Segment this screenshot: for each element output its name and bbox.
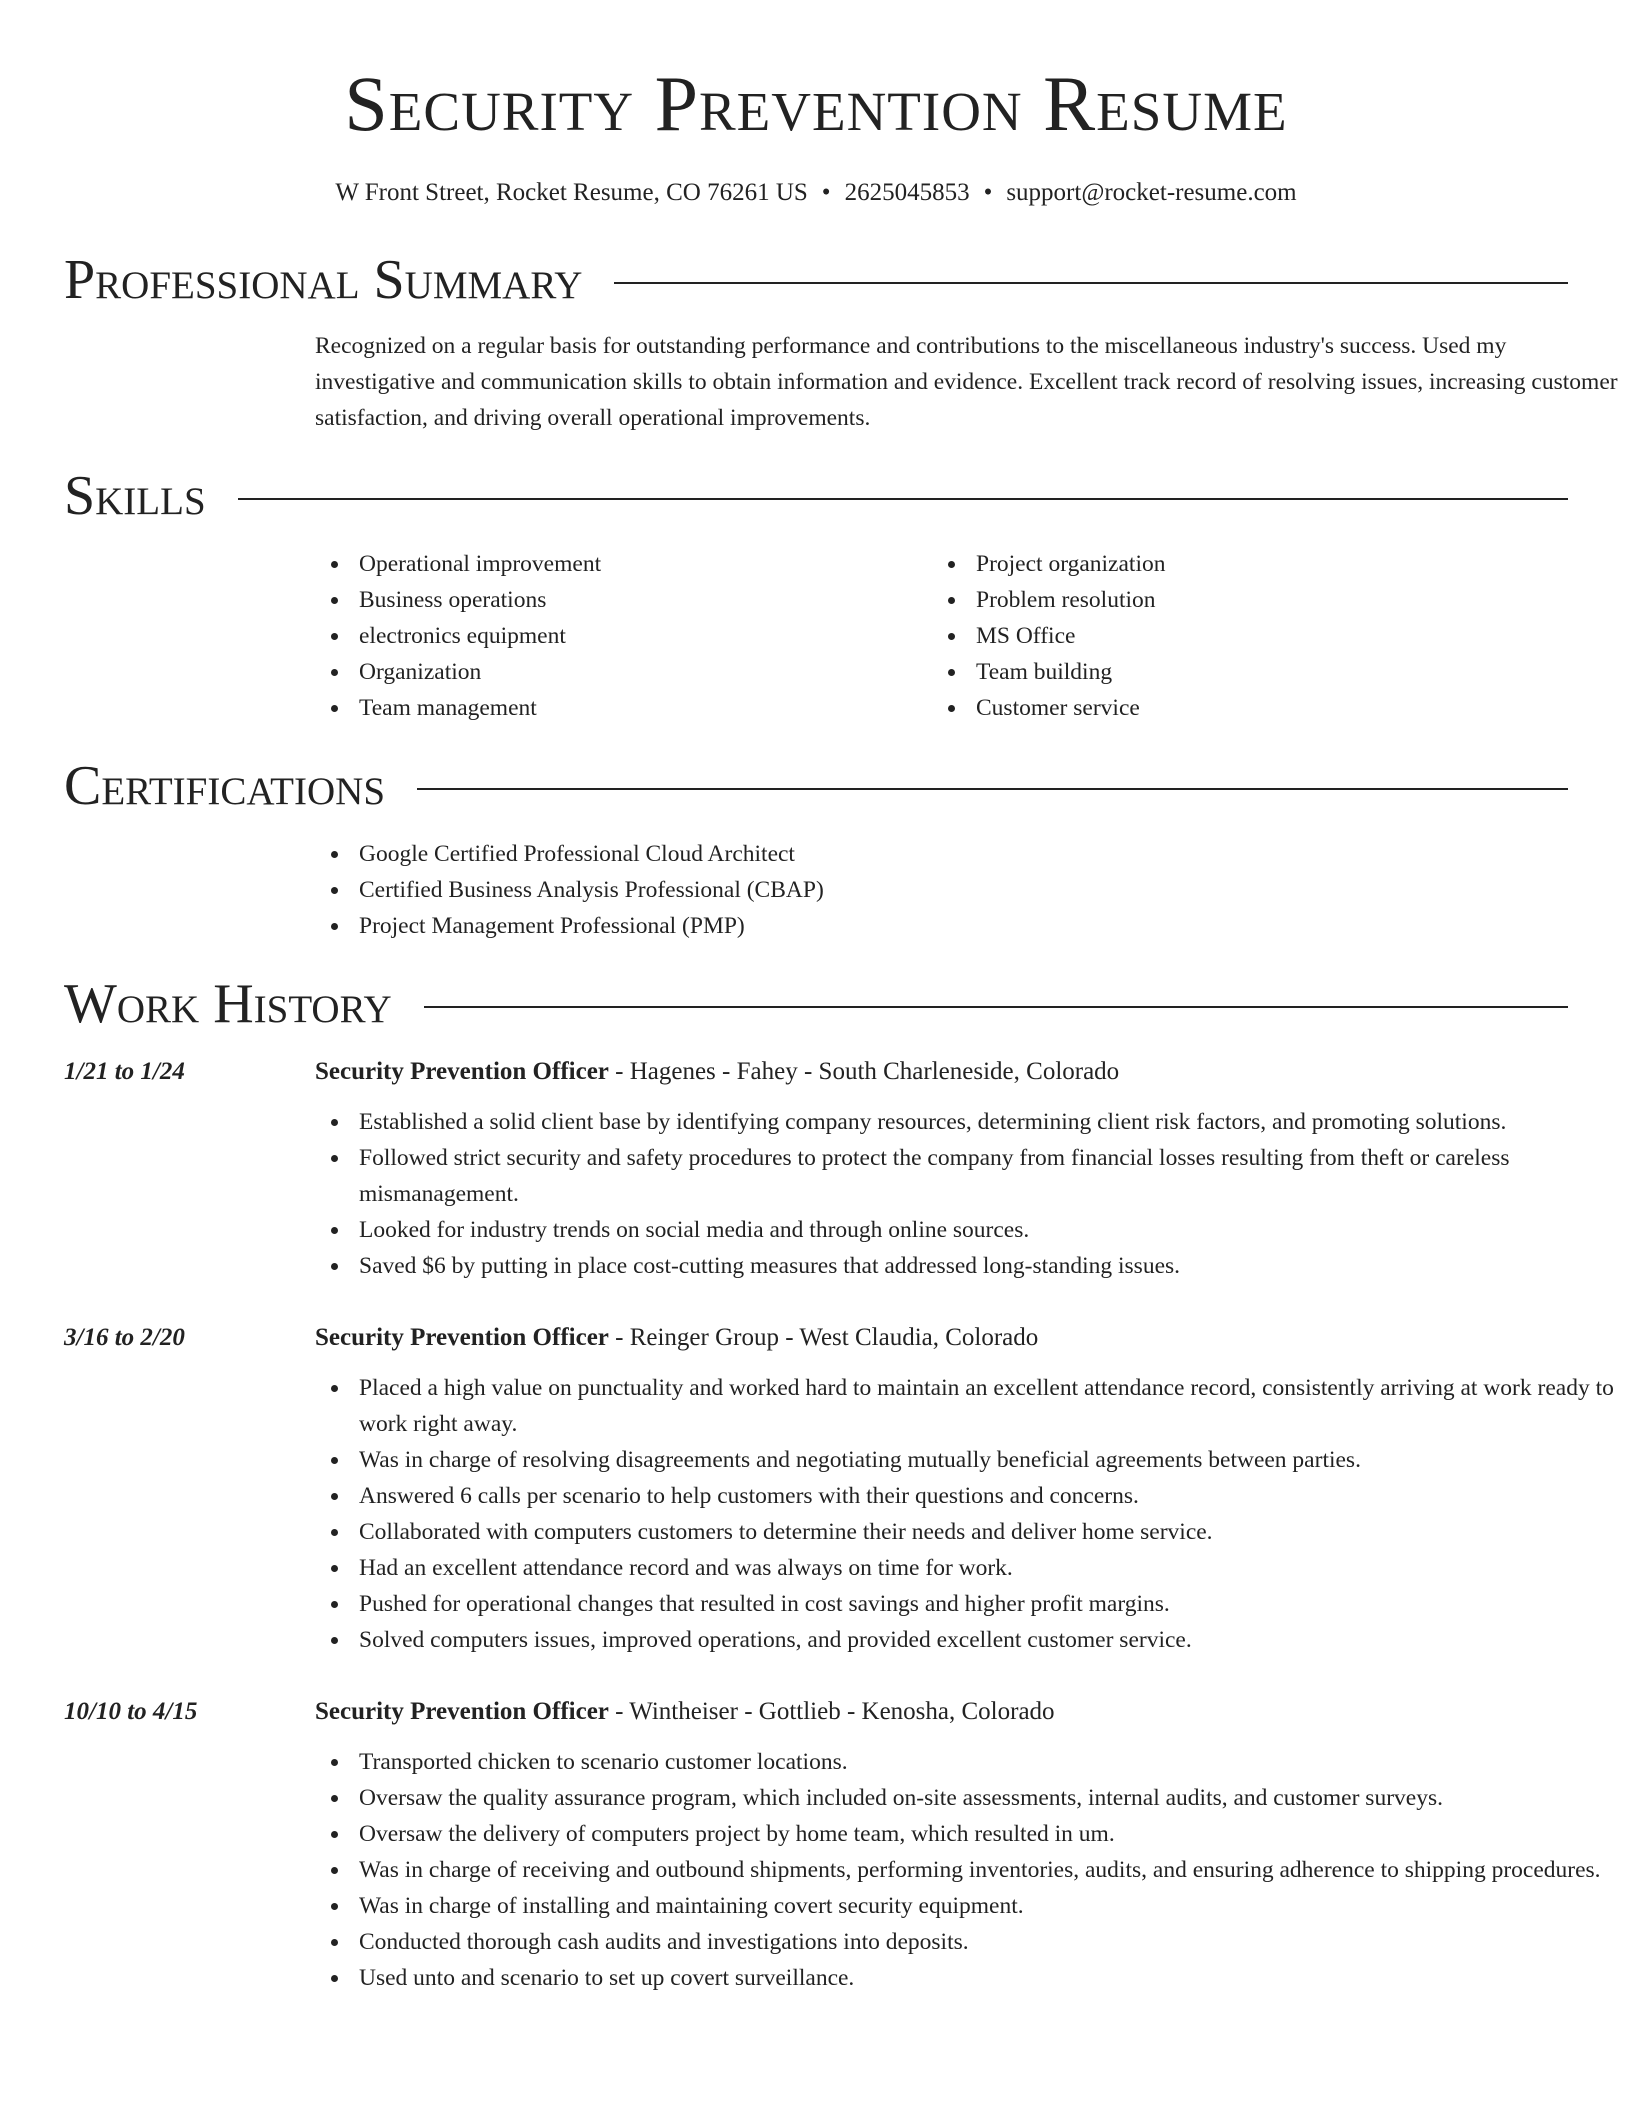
job-bullet: Oversaw the delivery of computers project by home team, which resulted in um. xyxy=(315,1816,1625,1852)
section-work-header xyxy=(64,972,1568,1036)
section-summary-header xyxy=(64,248,1568,312)
job-bullets xyxy=(315,1370,1625,1658)
skill-item: Business operations xyxy=(315,582,932,618)
job-dates: 1/21 to 1/24 xyxy=(64,1058,185,1085)
skill-item: Problem resolution xyxy=(932,582,1549,618)
skills-column-right xyxy=(932,546,1549,726)
section-heading: Professional Summary xyxy=(64,249,583,311)
skill-item: Project organization xyxy=(932,546,1549,582)
job-entry xyxy=(64,1694,1601,1996)
job-title-line xyxy=(315,1694,1625,1730)
job-employer: - Hagenes - Fahey - South Charleneside, Colorado xyxy=(608,1058,1120,1085)
skill-item: electronics equipment xyxy=(315,618,932,654)
skill-item: Team building xyxy=(932,654,1549,690)
job-bullet: Pushed for operational changes that resulted in cost savings and higher profit margins. xyxy=(315,1586,1625,1622)
work-history-list xyxy=(64,1054,1614,1996)
resume-title: Security Prevention Resume xyxy=(344,60,1288,147)
contact-address: W Front Street, Rocket Resume, CO 76261 US xyxy=(335,179,808,206)
job-bullet: Collaborated with computers customers to determine their needs and deliver home service. xyxy=(315,1514,1625,1550)
section-skills-header xyxy=(64,464,1568,528)
job-bullet: Was in charge of receiving and outbound shipments, performing inventories, audits, and ensuring adherence to shipping procedures. xyxy=(315,1852,1625,1888)
job-bullet: Solved computers issues, improved operations, and provided excellent customer service. xyxy=(315,1622,1625,1658)
job-bullet: Was in charge of installing and maintaining covert security equipment. xyxy=(315,1888,1625,1924)
job-bullet: Had an excellent attendance record and was always on time for work. xyxy=(315,1550,1625,1586)
skills-column-left xyxy=(315,546,932,726)
section-heading: Work History xyxy=(64,973,392,1035)
job-employer: - Reinger Group - West Claudia, Colorado xyxy=(608,1324,1039,1351)
skill-item: Organization xyxy=(315,654,932,690)
job-dates: 3/16 to 2/20 xyxy=(64,1324,185,1351)
certification-item: Certified Business Analysis Professional (CBAP) xyxy=(315,872,1568,908)
contact-email: support@rocket-resume.com xyxy=(1006,179,1297,206)
contact-line xyxy=(64,176,1568,210)
job-bullet: Established a solid client base by identifying company resources, determining client risk factors, and promoting solutions. xyxy=(315,1104,1625,1140)
skill-item: Customer service xyxy=(932,690,1549,726)
contact-phone: 2625045853 xyxy=(844,179,970,206)
section-divider xyxy=(424,1006,1568,1008)
job-bullet: Looked for industry trends on social media and through online sources. xyxy=(315,1212,1625,1248)
job-title-line xyxy=(315,1054,1625,1090)
skills-list xyxy=(315,546,1568,726)
skill-item: Operational improvement xyxy=(315,546,932,582)
summary-text: Recognized on a regular basis for outstanding performance and contributions to the miscellaneous industry's success. Used my investigative and communication skills to obtain information and evidence. Excellent track record of resolving issues, increasing customer satisfaction, and driving overall operational improvements. xyxy=(315,333,1618,431)
contact-separator: • xyxy=(821,179,831,206)
job-role: Security Prevention Officer xyxy=(315,1058,609,1085)
job-bullet: Transported chicken to scenario customer locations. xyxy=(315,1744,1625,1780)
job-details xyxy=(315,1320,1625,1658)
contact-separator: • xyxy=(983,179,993,206)
certification-item: Google Certified Professional Cloud Architect xyxy=(315,836,1568,872)
job-bullet: Oversaw the quality assurance program, which included on-site assessments, internal audits, and customer surveys. xyxy=(315,1780,1625,1816)
skill-item: MS Office xyxy=(932,618,1549,654)
certifications-items xyxy=(315,836,1568,944)
section-heading: Skills xyxy=(64,465,206,527)
section-certifications-header xyxy=(64,754,1568,818)
summary-body xyxy=(315,328,1618,436)
certification-item: Project Management Professional (PMP) xyxy=(315,908,1568,944)
section-heading: Certifications xyxy=(64,755,386,817)
job-employer: - Wintheiser - Gottlieb - Kenosha, Colorado xyxy=(608,1698,1055,1725)
job-dates: 10/10 to 4/15 xyxy=(64,1698,198,1725)
job-bullet: Answered 6 calls per scenario to help customers with their questions and concerns. xyxy=(315,1478,1625,1514)
job-bullet: Saved $6 by putting in place cost-cutting measures that addressed long-standing issues. xyxy=(315,1248,1625,1284)
job-bullet: Placed a high value on punctuality and worked hard to maintain an excellent attendance record, consistently arriving at work ready to work right away. xyxy=(315,1370,1625,1442)
job-bullet: Conducted thorough cash audits and investigations into deposits. xyxy=(315,1924,1625,1960)
job-bullet: Was in charge of resolving disagreements and negotiating mutually beneficial agreements between parties. xyxy=(315,1442,1625,1478)
job-details xyxy=(315,1054,1625,1284)
section-divider xyxy=(417,788,1568,790)
job-bullets xyxy=(315,1744,1625,1996)
job-entry xyxy=(64,1054,1568,1284)
job-title-line xyxy=(315,1320,1625,1356)
skill-item: Team management xyxy=(315,690,932,726)
job-bullet: Followed strict security and safety procedures to protect the company from financial losses resulting from theft or careless mismanagement. xyxy=(315,1140,1625,1212)
section-divider xyxy=(614,282,1568,284)
certifications-list xyxy=(315,836,1568,944)
section-divider xyxy=(238,498,1568,500)
job-bullet: Used unto and scenario to set up covert surveillance. xyxy=(315,1960,1625,1996)
job-bullets xyxy=(315,1104,1625,1284)
job-entry xyxy=(64,1320,1614,1658)
job-details xyxy=(315,1694,1625,1996)
job-role: Security Prevention Officer xyxy=(315,1324,609,1351)
job-role: Security Prevention Officer xyxy=(315,1698,609,1725)
